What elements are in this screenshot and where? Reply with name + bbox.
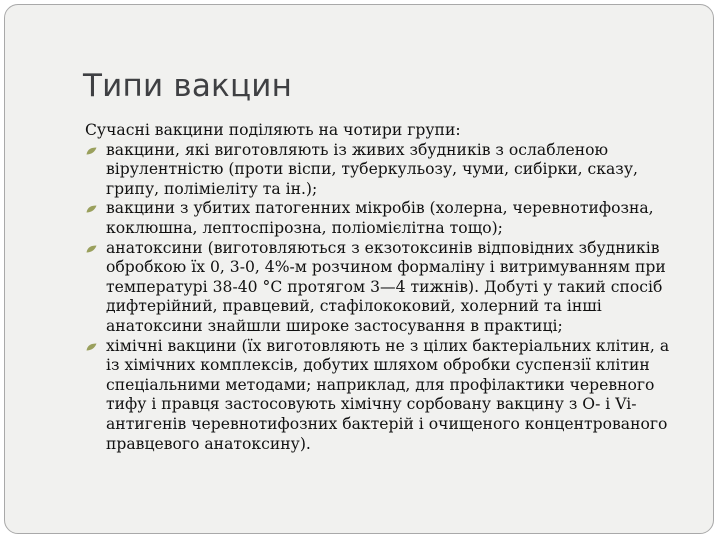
intro-text: Сучасні вакцини поділяють на чотири групи: — [85, 121, 461, 139]
leaf-bullet-icon — [86, 205, 97, 213]
bullet-item — [85, 141, 685, 200]
bullet-text: вакцини з убитих патогенних мікробів (холерна, черевнотифозна, коклюшна, лептоспірозна, поліомієлітна тощо); — [106, 199, 654, 237]
slide-title: Типи вакцин — [83, 68, 293, 104]
bullet-item — [85, 199, 685, 238]
bullet-text: анатоксини (виготовляються з екзотоксинів відповідних збудників обробкою їх 0, 3-0, 4%-м розчином формаліну і витримуванням при температурі 38-40 °С протягом 3—4 тижнів). Добуті у такий спосіб дифтерійний, правцевий, стафілококовий, холерний та інші анатоксини знайшли широке застосування в практиці; — [106, 238, 666, 335]
slide-body — [85, 121, 685, 454]
bullet-list — [85, 141, 685, 455]
bullet-item — [85, 337, 685, 455]
bullet-text: вакцини, які виготовляють із живих збудників з ослабленою вірулентністю (проти віспи, туберкульозу, чуми, сибірки, сказу, грипу, поліміеліту та ін.); — [106, 140, 638, 198]
bullet-text: хімічні вакцини (їх виготовляють не з цілих бактеріальних клітин, а із хімічних комплексів, добутих шляхом обробки суспензії клітин спеціальними методами; наприклад, для профілактики черевного тифу і правця застосовують хімічну сорбовану вакцину з О- і Vi- антигенів черевнотифозних бактерій і очищеного концентрованого правцевого анатоксину). — [106, 336, 670, 453]
leaf-bullet-icon — [86, 245, 97, 253]
leaf-bullet-icon — [86, 147, 97, 155]
bullet-item — [85, 239, 685, 337]
leaf-bullet-icon — [86, 343, 97, 351]
slide — [4, 4, 714, 534]
